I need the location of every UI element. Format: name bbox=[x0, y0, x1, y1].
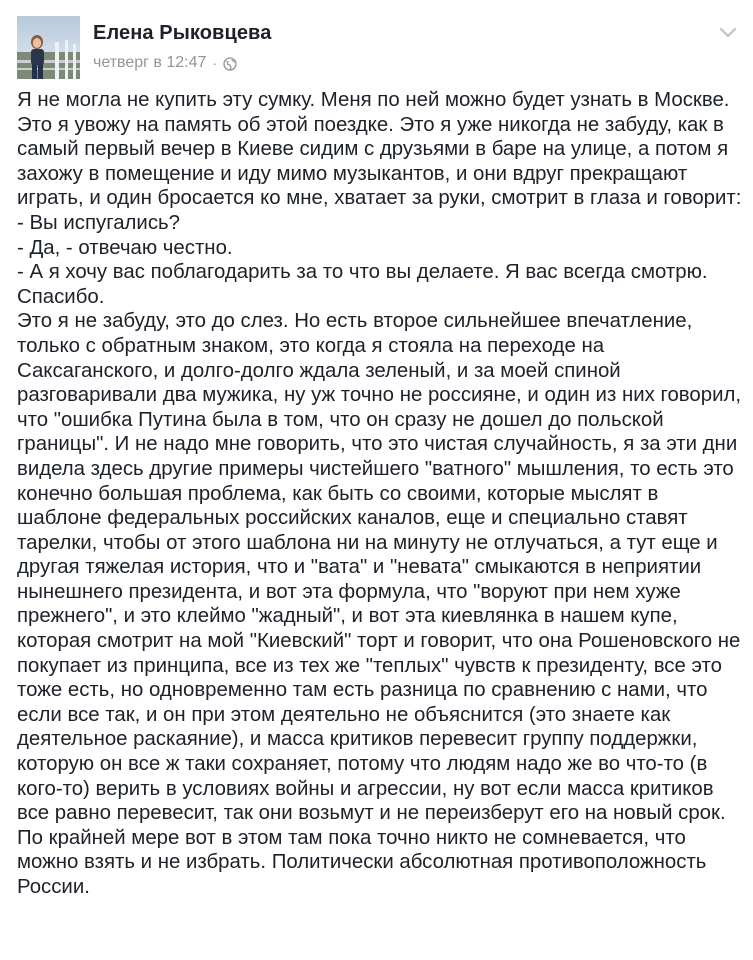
post-paragraph: Я не могла не купить эту сумку. Меня по ней можно будет узнать в Москве. Это я увожу на память об этой поездке. Это я уже никогда не забуду, как в самый первый вечер в Киеве сидим с друзьями в баре на улице, а потом я захожу в помещение и иду мимо музыкантов, и они вдруг прекращают играть, и один бросается ко мне, хватает за руки, смотрит в глаза и говорит: bbox=[17, 89, 742, 210]
avatar[interactable] bbox=[17, 16, 80, 79]
post-paragraph: - А я хочу вас поблагодарить за то что вы делаете. Я вас всегда смотрю. Спасибо. bbox=[17, 261, 708, 308]
post-meta bbox=[93, 54, 237, 72]
chevron-down-icon[interactable] bbox=[719, 26, 737, 38]
post-paragraph: - Да, - отвечаю честно. bbox=[17, 236, 233, 259]
author-name[interactable]: Елена Рыковцева bbox=[93, 22, 272, 44]
post-paragraph: Это я не забуду, это до слез. Но есть второе сильнейшее впечатление, только с обратным знаком, это когда я стояла на переходе на Саксаганского, и долго-долго ждала зеленый, и за моей спиной разговаривали два мужика, ну уж точно не россияне, и один из них говорил, что "ошибка Путина была в том, что он сразу не дошел до польской границы". И не надо мне говорить, что это чистая случайность, я за эти дни видела здесь другие примеры чистейшего "ватного" мышления, то есть это конечно большая проблема, как быть со своими, которые мыслят в шаблоне федеральных российских каналов, еще и специально ставят тарелки, чтобы от этого шаблона ни на минуту не отлучаться, а тут еще и другая тяжелая история, что и "вата" и "невата" смыкаются в неприятии нынешнего президента, и вот эта формула, что "воруют при нем хуже прежнего", и это клеймо "жадный", и вот эта киевлянка в нашем купе, которая смотрит на мой "Киевский" торт и говорит, что она Рошеновского не покупает из принципа, все из тех же "теплых" чувств к президенту, все это тоже есть, но одновременно там есть разница по сравнению с нами, что если все так, и он при этом деятельно не объяснится (это знаете как деятельное раскаяние), и масса критиков перевесит группу поддержки, которую он все ж таки сохраняет, потому что людям надо же во что-то (в кого-то) верить в условиях войны и агрессии, ну вот если масса критиков все равно перевесит, так они возьмут и не переизберут его на новый срок. По крайней мере вот в этом там пока точно никто не сомневается, что можно взять и не избрать. Политически абсолютная противоположность России. bbox=[17, 310, 742, 898]
post-paragraph: - Вы испугались? bbox=[17, 211, 180, 234]
globe-icon[interactable] bbox=[223, 57, 237, 71]
avatar-photo bbox=[17, 16, 80, 79]
post-header bbox=[17, 16, 737, 82]
post-text bbox=[17, 88, 742, 900]
meta-separator: · bbox=[212, 55, 218, 71]
post-timestamp[interactable]: четверг в 12:47 bbox=[93, 54, 207, 71]
